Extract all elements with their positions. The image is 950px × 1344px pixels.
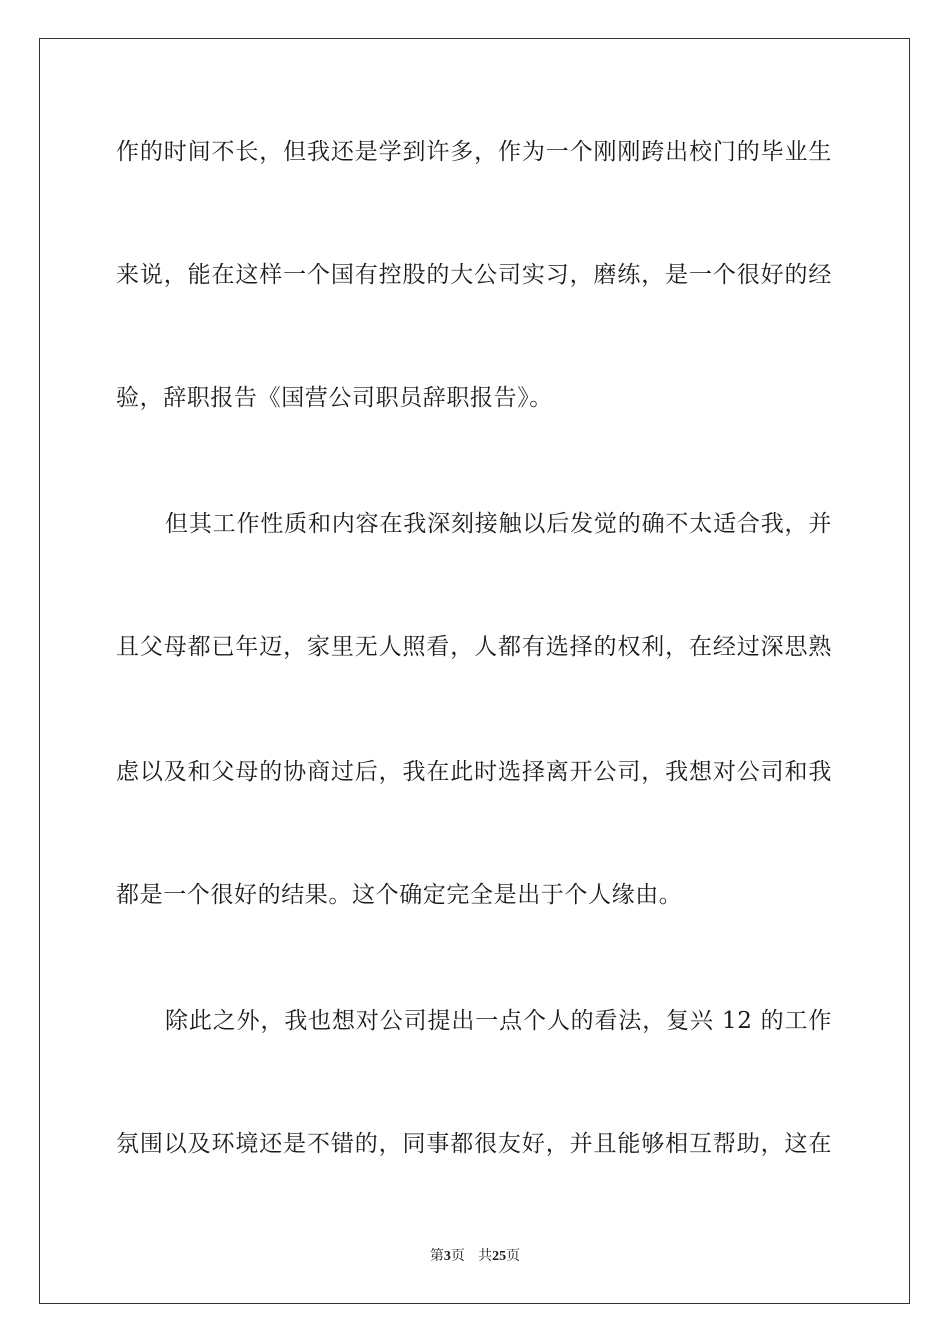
page-number: 3 — [443, 1249, 451, 1264]
text-line-8: 除此之外，我也想对公司提出一点个人的看法，复兴 12 的工作 — [165, 1008, 832, 1034]
text-line-6: 虑以及和父母的协商过后，我在此时选择离开公司，我想对公司和我 — [116, 759, 832, 785]
text-line-9: 氛围以及环境还是不错的，同事都很友好，并且能够相互帮助，这在 — [116, 1131, 832, 1157]
total-suffix: 页 — [506, 1248, 521, 1264]
text-line-7: 都是一个很好的结果。这个确定完全是出于个人缘由。 — [116, 882, 683, 908]
text-line-1: 作的时间不长，但我还是学到许多，作为一个刚刚跨出校门的毕业生 — [116, 139, 832, 165]
page-mid: 页 — [450, 1248, 465, 1264]
text-line-5: 且父母都已年迈，家里无人照看，人都有选择的权利，在经过深思熟 — [116, 634, 832, 660]
text-line-4: 但其工作性质和内容在我深刻接触以后发觉的确不太适合我，并 — [165, 511, 832, 537]
page-footer — [0, 1247, 950, 1266]
text-line-3: 验，辞职报告《国营公司职员辞职报告》。 — [116, 385, 553, 411]
page-border — [39, 38, 910, 1304]
page-prefix: 第 — [429, 1248, 444, 1264]
total-pages: 25 — [492, 1249, 507, 1264]
text-line-2: 来说，能在这样一个国有控股的大公司实习，磨练，是一个很好的经 — [116, 262, 832, 288]
total-prefix: 共 — [478, 1248, 493, 1264]
